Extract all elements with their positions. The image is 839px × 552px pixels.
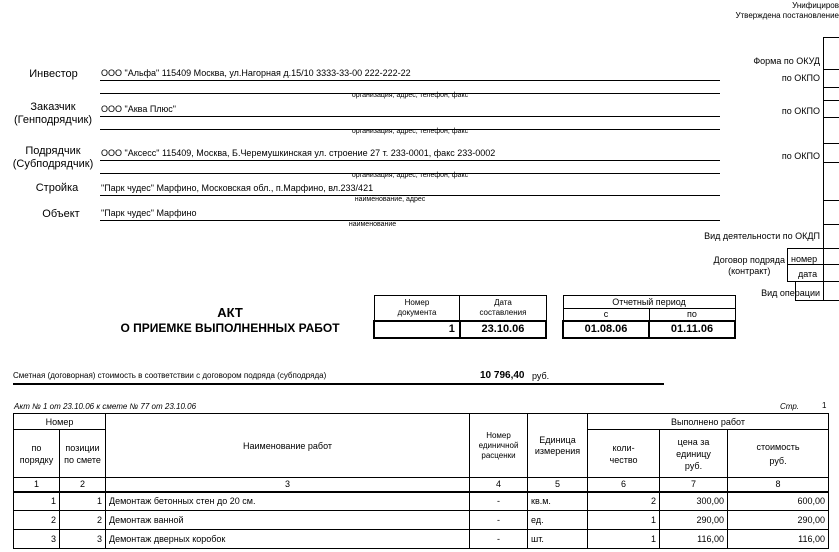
column-number: 8 (728, 478, 829, 492)
doc-number-value: 1 (374, 321, 460, 338)
codes-grid-line (823, 37, 839, 38)
codes-grid-line (795, 281, 796, 300)
doc-number-date-box (373, 295, 547, 339)
row-cost: 600,00 (728, 492, 829, 511)
row-work-name: Демонтаж дверных коробок (106, 530, 470, 549)
row-position: 1 (60, 492, 106, 511)
row-order: 3 (14, 530, 60, 549)
header-order: по порядку (14, 430, 60, 478)
row-quantity: 2 (588, 492, 660, 511)
customer-value: ООО "Аква Плюс" (101, 104, 176, 114)
okpo-contractor-label: по ОКПО (781, 151, 820, 161)
object-caption: наименование (348, 221, 397, 228)
investor-value: ООО "Альфа" 115409 Москва, ул.Нагорная д.15/10 3333-33-00 222-222-22 (101, 68, 411, 78)
header-rate-number: Номер единичной расценки (470, 414, 528, 478)
contractor-value: ООО "Аксесс" 115409, Москва, Б.Черемушкинская ул. строение 27 т. 233-0001, факс 233-0002 (101, 148, 496, 158)
act-title: АКТ (217, 305, 243, 320)
page-label: Стр. (780, 402, 800, 411)
estimated-cost-currency: руб. (532, 371, 550, 381)
reporting-period-box (562, 295, 736, 339)
row-cost: 290,00 (728, 511, 829, 530)
column-number: 6 (588, 478, 660, 492)
site-caption: наименование, адрес (354, 196, 426, 203)
table-row (14, 530, 829, 549)
row-rate: - (470, 530, 528, 549)
doc-number-header: Номер документа (374, 296, 460, 321)
column-number: 4 (470, 478, 528, 492)
investor-underline-2 (100, 93, 720, 94)
object-label: Объект (42, 208, 80, 220)
period-to-header: по (649, 309, 735, 321)
contract-label: Договор подряда (контракт) (713, 255, 785, 276)
column-number: 2 (60, 478, 106, 492)
customer-caption: организация, адрес, телефон, факс (351, 128, 469, 135)
object-value: "Парк чудес" Марфино (101, 208, 197, 218)
customer-label: Заказчик (Генподрядчик) (13, 101, 93, 126)
codes-grid-line (823, 117, 839, 118)
okdp-label: Вид деятельности по ОКДП (704, 231, 820, 241)
column-number: 5 (528, 478, 588, 492)
contract-number-label: номер (791, 254, 818, 264)
row-price: 300,00 (660, 492, 728, 511)
doc-date-header: Дата составления (460, 296, 546, 321)
okud-label: Форма по ОКУД (753, 56, 820, 66)
row-position: 3 (60, 530, 106, 549)
codes-grid-line (823, 200, 839, 201)
row-price: 290,00 (660, 511, 728, 530)
header-unit: Единица измерения (528, 414, 588, 478)
codes-grid-line (787, 248, 788, 281)
row-order: 1 (14, 492, 60, 511)
header-cost: стоимость руб. (728, 430, 829, 478)
row-position: 2 (60, 511, 106, 530)
codes-grid-line (823, 100, 839, 101)
column-number: 1 (14, 478, 60, 492)
table-row (14, 511, 829, 530)
row-price: 116,00 (660, 530, 728, 549)
site-label: Стройка (35, 182, 79, 194)
row-work-name: Демонтаж ванной (106, 511, 470, 530)
customer-underline (100, 116, 720, 117)
row-quantity: 1 (588, 530, 660, 549)
period-to-value: 01.11.06 (649, 321, 735, 338)
codes-grid-line (823, 162, 839, 163)
contract-date-label: дата (798, 269, 818, 279)
contractor-underline-2 (100, 173, 720, 174)
codes-grid-line (795, 300, 839, 301)
row-quantity: 1 (588, 511, 660, 530)
investor-caption: организация, адрес, телефон, факс (351, 92, 469, 99)
estimated-cost-amount: 10 796,40 (480, 370, 525, 381)
codes-grid-line (823, 87, 839, 88)
header-work-name: Наименование работ (106, 414, 470, 478)
okpo-customer-label: по ОКПО (781, 106, 820, 116)
header-number: Номер (14, 414, 106, 430)
table-row (14, 492, 829, 511)
codes-grid-line (823, 143, 839, 144)
header-position: позиции по смете (60, 430, 106, 478)
customer-underline-2 (100, 129, 720, 130)
header-works-done: Выполнено работ (588, 414, 829, 430)
contractor-underline (100, 160, 720, 161)
doc-date-value: 23.10.06 (460, 321, 546, 338)
header-quantity: коли- чество (588, 430, 660, 478)
okpo-investor-label: по ОКПО (781, 73, 820, 83)
investor-label: Инвестор (29, 68, 78, 80)
period-from-header: с (563, 309, 649, 321)
column-number: 7 (660, 478, 728, 492)
operation-type-label: Вид операции (761, 288, 820, 298)
act-reference: Акт № 1 от 23.10.06 к смете № 77 от 23.10.06 (14, 402, 197, 411)
codes-grid-line (823, 224, 839, 225)
investor-underline (100, 80, 720, 81)
header-unit-price: цена за единицу руб. (660, 430, 728, 478)
page-number: 1 (822, 401, 827, 410)
act-subtitle: О ПРИЕМКЕ ВЫПОЛНЕННЫХ РАБОТ (120, 321, 340, 335)
works-table (13, 413, 829, 549)
codes-grid-line (823, 37, 824, 300)
codes-grid-line (823, 69, 839, 70)
period-from-value: 01.08.06 (563, 321, 649, 338)
column-number: 3 (106, 478, 470, 492)
contractor-label: Подрядчик (Субподрядчик) (12, 145, 94, 170)
codes-grid-line (787, 248, 839, 249)
row-unit: ед. (528, 511, 588, 530)
site-value: "Парк чудес" Марфино, Московская обл., п.Марфино, вл.233/421 (101, 183, 374, 193)
row-work-name: Демонтаж бетонных стен до 20 см. (106, 492, 470, 511)
form-approval-note: Утверждена постановление (735, 11, 839, 20)
row-unit: шт. (528, 530, 588, 549)
row-rate: - (470, 511, 528, 530)
row-order: 2 (14, 511, 60, 530)
row-rate: - (470, 492, 528, 511)
codes-grid-line (787, 264, 839, 265)
estimated-cost-underline (13, 383, 664, 385)
period-header: Отчетный период (563, 296, 735, 309)
estimated-cost-label: Сметная (договорная) стоимость в соответствии с договором подряда (субподряда) (13, 371, 327, 380)
row-unit: кв.м. (528, 492, 588, 511)
contractor-caption: организация, адрес, телефон, факс (351, 172, 469, 179)
form-unification-note: Унифициров (792, 1, 839, 10)
row-cost: 116,00 (728, 530, 829, 549)
